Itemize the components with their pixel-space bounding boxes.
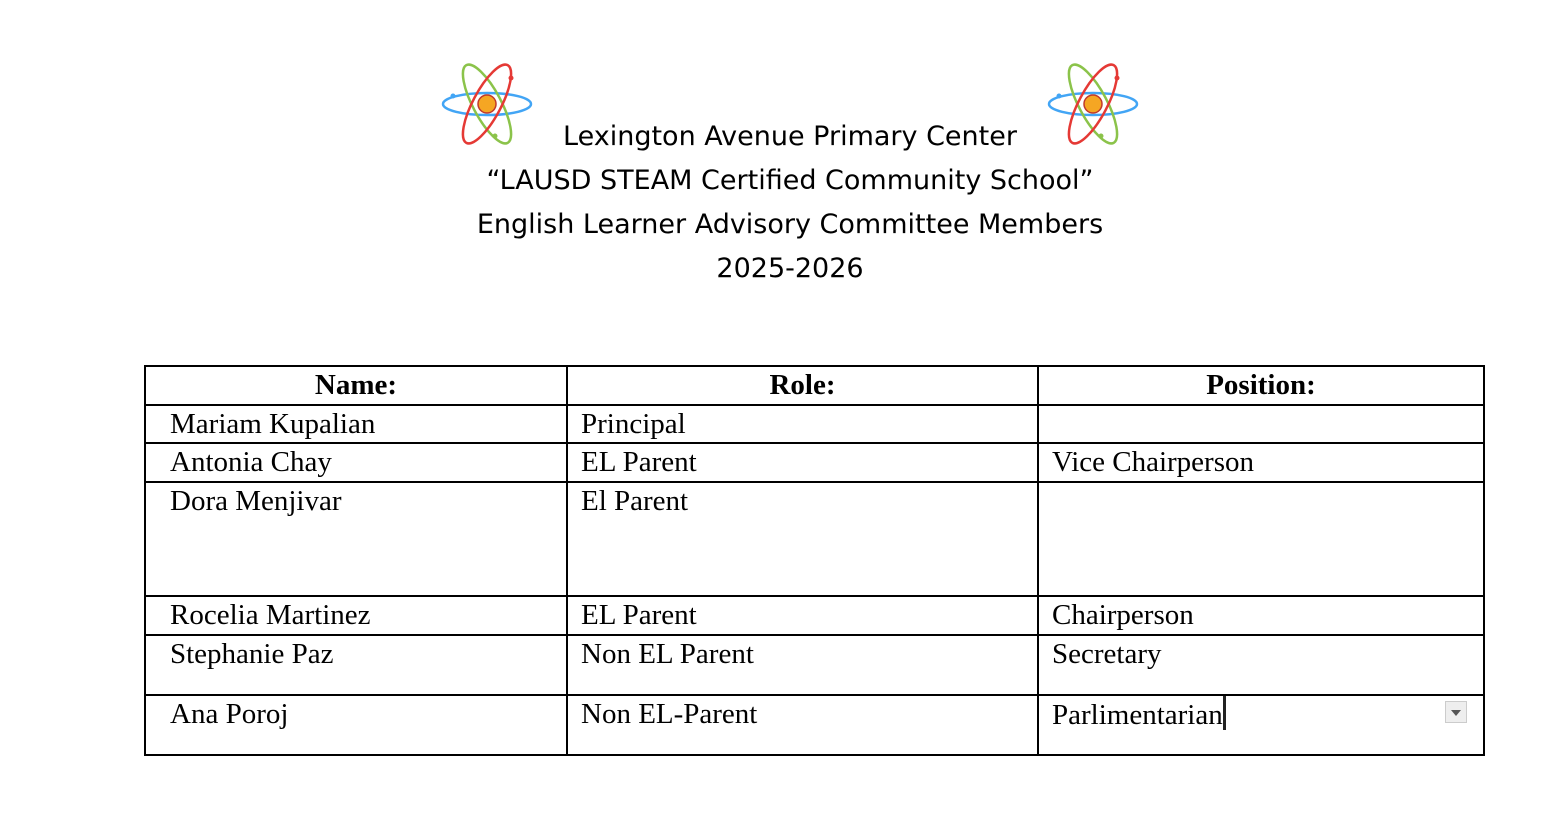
member-name[interactable]: Stephanie Paz — [145, 635, 567, 695]
member-role[interactable]: EL Parent — [567, 596, 1038, 635]
table-row — [145, 695, 1484, 755]
document-title — [0, 115, 1554, 291]
member-name[interactable]: Rocelia Martinez — [145, 596, 567, 635]
member-name[interactable]: Dora Menjivar — [145, 482, 567, 596]
school-year: 2025-2026 — [716, 253, 864, 284]
member-name[interactable]: Antonia Chay — [145, 443, 567, 482]
member-role[interactable]: Principal — [567, 405, 1038, 443]
member-role[interactable]: Non EL Parent — [567, 635, 1038, 695]
member-position[interactable] — [1038, 482, 1484, 596]
members-table — [144, 365, 1485, 756]
dropdown-arrow-icon[interactable] — [1445, 701, 1467, 723]
table-row — [145, 405, 1484, 443]
member-position[interactable]: Vice Chairperson — [1038, 443, 1484, 482]
member-position[interactable] — [1038, 405, 1484, 443]
member-position[interactable]: Chairperson — [1038, 596, 1484, 635]
member-position[interactable]: Parlimentarian — [1052, 699, 1223, 731]
committee-name: English Learner Advisory Committee Members — [476, 209, 1104, 240]
header-name: Name: — [145, 366, 567, 405]
member-role[interactable]: El Parent — [567, 482, 1038, 596]
table-row — [145, 635, 1484, 695]
member-role[interactable]: EL Parent — [567, 443, 1038, 482]
member-name[interactable]: Mariam Kupalian — [145, 405, 567, 443]
table-header-row — [145, 366, 1484, 405]
header-role: Role: — [567, 366, 1038, 405]
table-row — [145, 482, 1484, 596]
table-row — [145, 596, 1484, 635]
member-position[interactable]: Secretary — [1038, 635, 1484, 695]
school-tagline: “LAUSD STEAM Certified Community School” — [486, 165, 1094, 196]
header-position: Position: — [1038, 366, 1484, 405]
text-cursor — [1223, 696, 1226, 730]
member-position-cell[interactable] — [1038, 695, 1484, 755]
member-name[interactable]: Ana Poroj — [145, 695, 567, 755]
member-role[interactable]: Non EL-Parent — [567, 695, 1038, 755]
school-name: Lexington Avenue Primary Center — [563, 121, 1017, 152]
table-row — [145, 443, 1484, 482]
